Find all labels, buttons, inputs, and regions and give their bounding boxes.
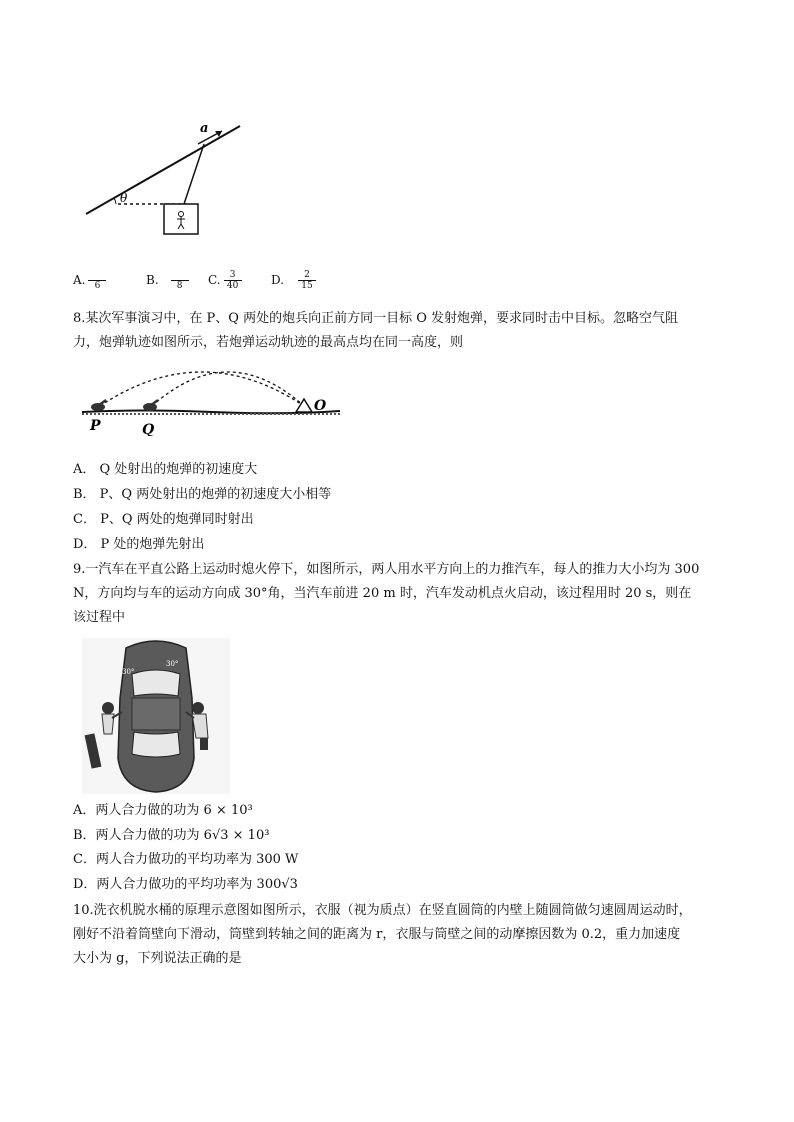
car-push-figure [82,638,230,794]
q7-option-c[interactable]: C. $\frac{3}{40}$ [208,270,245,291]
angle-arc [114,198,116,204]
q9-stem-line-3: 该过程中 [73,610,126,625]
q7-option-d[interactable]: D. $\frac{2}{15}$ [271,270,319,291]
q9-option-a[interactable]: A．两人合力做的功为 6 × 10³ [73,803,253,818]
trajectory-p [100,372,304,406]
q8-stem-line-2: 力，炮弹轨迹如图所示，若炮弹运动轨迹的最高点均在同一高度，则 [73,335,464,350]
label-p: P [90,418,101,434]
q9-stem-line-2: N，方向均与车的运动方向成 30°角，当汽车前进 20 m 时，汽车发动机点火启动，该过程用时 20 s，则在 [73,586,692,601]
label-o: O [314,398,327,414]
trajectory-q [152,372,304,406]
q9-option-c[interactable]: C．两人合力做功的平均功率为 300 W [73,852,299,867]
q9-option-d[interactable]: D．两人合力做功的平均功率为 300√3 [73,877,298,892]
q9-stem-line-1: 9.一汽车在平直公路上运动时熄火停下，如图所示，两人用水平方向上的力推汽车，每人的推力大小均为 300 [73,562,700,577]
incline-accel-figure [70,118,260,238]
q8-option-a[interactable]: A． Q 处射出的炮弹的初速度大 [73,462,258,477]
q10-stem-line-3: 大小为 g，下列说法正确的是 [73,951,242,966]
q7-option-a[interactable]: A. 6 [73,270,109,291]
label-q: Q [142,422,155,436]
cannon-q-icon [143,400,158,411]
q10-stem-line-2: 刚好不沿着筒壁向下滑动，筒壁到转轴之间的距离为 r，衣服与筒壁之间的动摩擦因数为 0.2，重力加速度 [73,927,681,942]
angle-label: θ [120,191,128,205]
angle-label-left: 30° [122,668,135,676]
incline-line [86,126,240,214]
q9-option-b[interactable]: B．两人合力做的功为 6√3 × 10³ [73,828,270,843]
q8-stem-line-1: 8.某次军事演习中，在 P、Q 两处的炮兵向正前方同一目标 O 发射炮弹，要求同时击中目标。忽略空气阻 [73,311,678,326]
q8-option-c[interactable]: C． P、Q 两处的炮弹同时射出 [73,512,254,527]
angle-label-right: 30° [166,660,179,668]
q7-option-b[interactable]: B. 8 [146,270,192,291]
q8-option-d[interactable]: D． P 处的炮弹先射出 [73,537,205,552]
q7-options [73,270,373,294]
cannon-p-icon [91,400,106,411]
q8-option-b[interactable]: B． P、Q 两处射出的炮弹的初速度大小相等 [73,487,332,502]
q10-stem-line-1: 10.洗衣机脱水桶的原理示意图如图所示，衣服（视为质点）在竖直圆筒的内壁上随圆筒做匀速圆周运动时， [73,903,692,918]
car-icon [118,641,194,792]
projectile-figure [82,356,344,436]
accel-label: a [200,121,209,136]
